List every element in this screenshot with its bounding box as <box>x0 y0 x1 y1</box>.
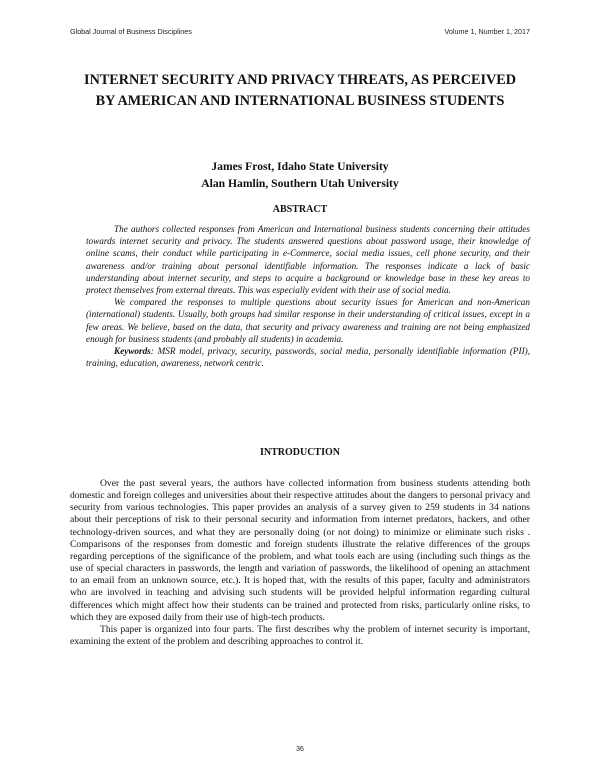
running-header <box>70 27 530 39</box>
author-list <box>70 158 530 192</box>
author-2: Alan Hamlin, Southern Utah University <box>201 177 399 190</box>
keywords-text: : MSR model, privacy, security, passwords, social media, personally identifiable information (PII), training, education, awareness, network centric. <box>86 346 530 369</box>
volume-info: Volume 1, Number 1, 2017 <box>444 27 530 36</box>
abstract-heading: ABSTRACT <box>272 204 328 215</box>
abstract-paragraph-1: The authors collected responses from American and International business students concerning their attitudes towards internet security and privacy. The students answered questions about password usage, their knowledge of online scams, their conduct while participating in e-Commerce, social media issues, cell phone security, and their awareness and/or training about personal identifiable information. The responses indicate a lack of basic understanding about internet security, and steps to acquire a background or knowledge base in these key areas to protect themselves from external threats. This was especially evident with their use of social media. <box>86 224 530 296</box>
author-1: James Frost, Idaho State University <box>211 160 389 173</box>
keywords <box>86 345 530 369</box>
introduction-body <box>70 478 530 648</box>
journal-name: Global Journal of Business Disciplines <box>70 27 192 36</box>
abstract-paragraph-2: We compared the responses to multiple questions about security issues for American and non-American (international) students. Usually, both groups had similar response in their understanding of critical issues, except in a few areas. We believe, based on the data, that security and privacy awareness and training are not being emphasized enough for business students (and probably all students) in academia. <box>86 297 530 344</box>
abstract-body <box>86 223 530 369</box>
keywords-label: Keywords <box>114 346 151 357</box>
introduction-paragraph-2: This paper is organized into four parts. The first describes why the problem of internet security is important, examining the extent of the problem and describing approaches to control it. <box>70 623 530 648</box>
introduction-paragraph-1: Over the past several years, the authors have collected information from business students attending both domestic and foreign colleges and universities about their respective attitudes about the dangers to personal privacy and security from various technologies. This paper provides an analysis of a survey given to 259 students in 34 nations about their perceptions of risk to their personal security and information from internet predators, hackers, and other technology-driven sources, and what they are personally doing (or not doing) to minimize or eliminate such risks . Comparisons of the responses from domestic and foreign students illustrate the relative differences of the groups regarding perceptions of the significance of the problem, and what tools each are using (including such things as the use of special characters in passwords, the length and variation of passwords, the likelihood of opening an attachment to an email from an unknown source, etc.). It is hoped that, with the results of this paper, faculty and administrators who are involved in teaching and advising such students will be provided helpful information regarding cultural differences which might affect how their students can be trained and protected from risks, particularly online risks, to which they are exposed daily from their use of high-tech products. <box>70 478 530 623</box>
paper-title: INTERNET SECURITY AND PRIVACY THREATS, AS PERCEIVED BY AMERICAN AND INTERNATIONAL BUSINESS STUDENTS <box>84 72 516 109</box>
page-number: 36 <box>296 746 304 753</box>
introduction-heading: INTRODUCTION <box>259 447 340 458</box>
